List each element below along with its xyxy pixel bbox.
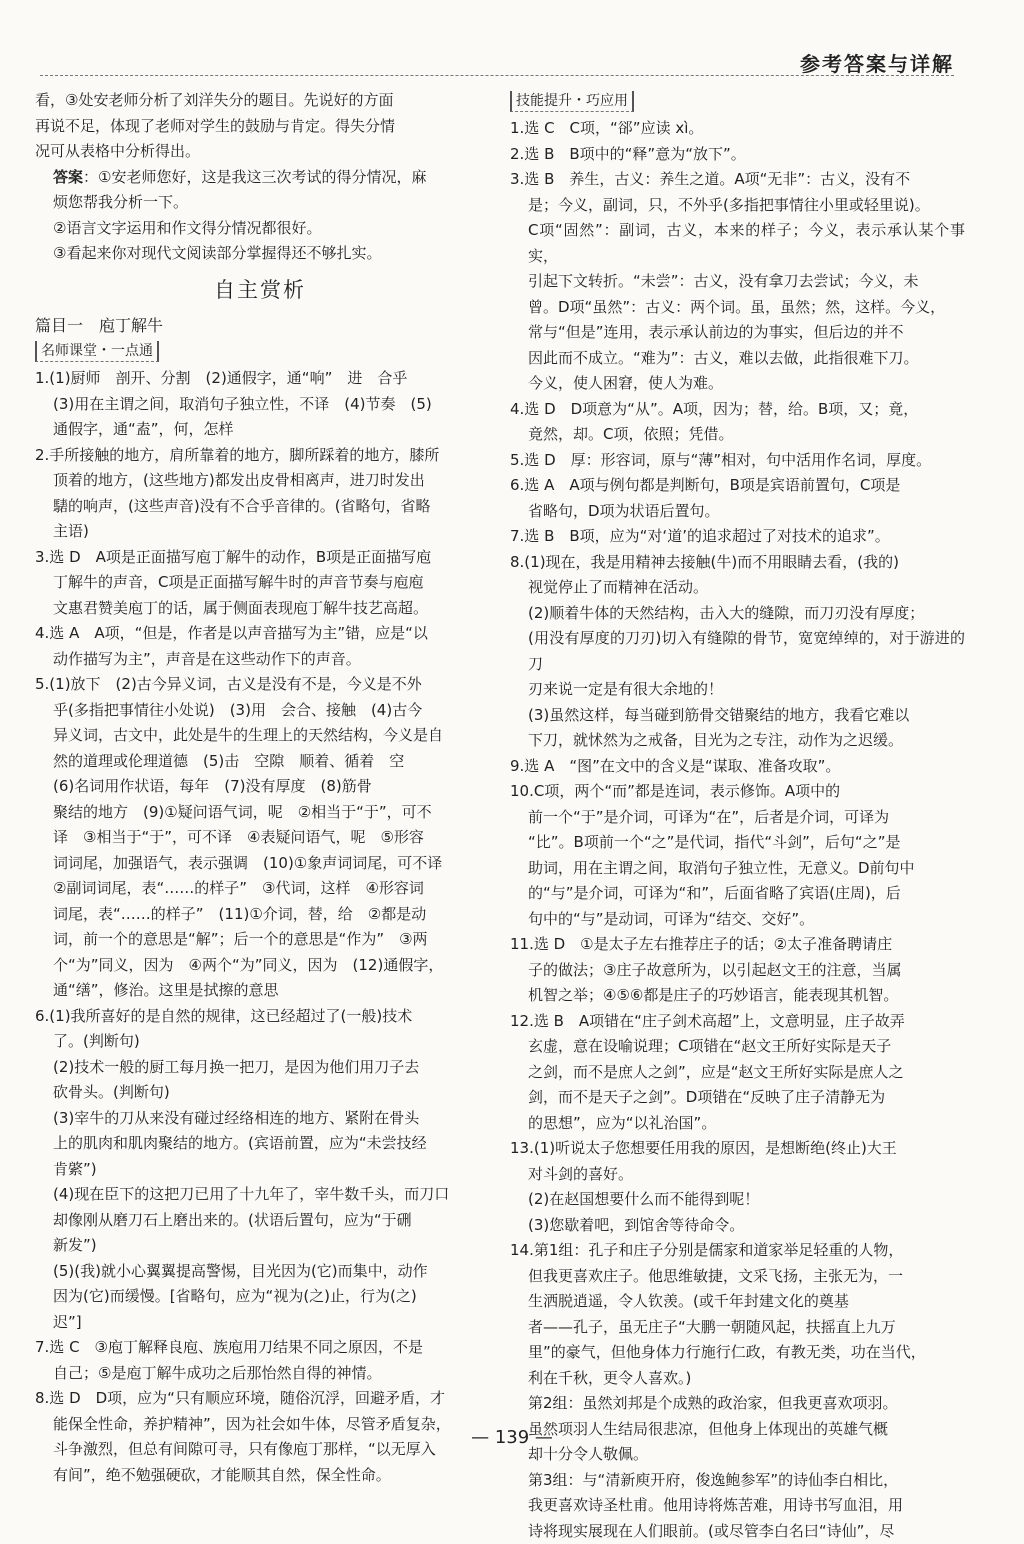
answer-text-line: 但我更喜欢庄子。他思维敏捷，文采飞扬，主张无为，一	[510, 1264, 965, 1290]
answer-block	[35, 165, 485, 267]
answer-text-line: 虽然项羽人生结局很悲凉，但他身上体现出的英雄气概	[510, 1417, 965, 1443]
answer-text-line: 者——孔子，虽无庄子“大鹏一朝随风起，扶摇直上九万	[510, 1315, 965, 1341]
answer-text-line: 曾。D项“虽然”：古义：两个词。虽，虽然；然，这样。今义，	[510, 295, 965, 321]
answer-text-line: 8.(1)现在，我是用精神去接触(牛)而不用眼睛去看，(我的)	[510, 550, 965, 576]
intro-line: 看，③处安老师分析了刘洋失分的题目。先说好的方面	[35, 88, 485, 114]
answer-text-line: 有间”，绝不勉强硬砍，才能顺其自然，保全性命。	[35, 1463, 485, 1489]
answer-text-line: (5)(我)就小心翼翼提高警惕，目光因为(它)而集中，动作	[35, 1259, 485, 1285]
answer-text-line: (2)在赵国想要什么而不能得到呢！	[510, 1187, 965, 1213]
answer-text-line: (6)名词用作状语，每年 (7)没有厚度 (8)筋骨	[35, 774, 485, 800]
answer-text-line: 2.手所接触的地方，肩所靠着的地方，脚所踩着的地方，膝所	[35, 443, 485, 469]
answer-text-line: 剑，而不是天子之剑”。D项错在“反映了庄子清静无为	[510, 1085, 965, 1111]
answer-text-line: 玄虚，意在设喻说理；C项错在“赵文王所好实际是天子	[510, 1034, 965, 1060]
answer-text-line: 常与“但是”连用，表示承认前边的为事实，但后边的并不	[510, 320, 965, 346]
answer-text-line: 迟”]	[35, 1310, 485, 1336]
answer-text-line: 7.选 B B项，应为“对‘道’的追求超过了对技术的追求”。	[510, 524, 965, 550]
answer-label: 答案	[53, 168, 83, 186]
answer-line: 答案：①安老师您好，这是我这三次考试的得分情况，麻	[35, 165, 485, 191]
answer-text-line: 之剑，而不是庶人之剑”，应是“赵文王所好实际是庶人之	[510, 1060, 965, 1086]
answer-text-line: 自己；⑤是庖丁解牛成功之后那怡然自得的神情。	[35, 1361, 485, 1387]
answer-text-line: 句中的“与”是动词，可译为“结交、交好”。	[510, 907, 965, 933]
answer-text-line: ②副词词尾，表“……的样子” ③代词，这样 ④形容词	[35, 876, 485, 902]
chapter-heading: 篇目一 庖丁解牛	[35, 313, 485, 339]
answer-text-line: 助词，用在主谓之间，取消句子独立性，无意义。D前句中	[510, 856, 965, 882]
right-column	[510, 88, 965, 1544]
answer-text-line: 8.选 D D项，应为“只有顺应环境，随俗沉浮，回避矛盾，才	[35, 1386, 485, 1412]
answer-text-line: 词词尾，加强语气，表示强调 (10)①象声词词尾，可不译	[35, 851, 485, 877]
answer-text-line: 引起下文转折。“未尝”：古义，没有拿刀去尝试；今义，未	[510, 269, 965, 295]
answer-text-line: 词，前一个的意思是“解”；后一个的意思是“作为” ③两	[35, 927, 485, 953]
answer-text-line: 今义，使人困窘，使人为难。	[510, 371, 965, 397]
answer-text-line: 译 ③相当于“于”，可不译 ④表疑问语气，呢 ⑤形容	[35, 825, 485, 851]
answer-text-line: 利在千秋，更令人喜欢。)	[510, 1366, 965, 1392]
page-header-title: 参考答案与详解	[800, 48, 954, 77]
answer-text-line: 5.选 D 厚：形容词，原与“薄”相对，句中活用作名词，厚度。	[510, 448, 965, 474]
answer-text-line: 3.选 D A项是正面描写庖丁解牛的动作，B项是正面描写庖	[35, 545, 485, 571]
answer-text-line: 生洒脱逍遥，令人钦羡。(或千年封建文化的奠基	[510, 1289, 965, 1315]
answer-text-line: 对斗剑的喜好。	[510, 1162, 965, 1188]
answer-text-line: 6.选 A A项与例句都是判断句，B项是宾语前置句，C项是	[510, 473, 965, 499]
answer-text-line: 顶着的地方，(这些地方)都发出皮骨相离声，进刀时发出	[35, 468, 485, 494]
intro-line: 再说不足，体现了老师对学生的鼓励与肯定。得失分情	[35, 114, 485, 140]
answer-text-line: 因此而不成立。“难为”：古义，难以去做，此指很难下刀。	[510, 346, 965, 372]
answer-text-line: 9.选 A “图”在文中的含义是“谋取、准备攻取”。	[510, 754, 965, 780]
answer-text-line: 能保全性命，养护精神”，因为社会如牛体，尽管矛盾复杂，	[35, 1412, 485, 1438]
answer-text-line: 刃来说一定是有很大余地的！	[510, 677, 965, 703]
answer-text-line: 1.选 C C项，“郤”应读 xì。	[510, 116, 965, 142]
answer-text-line: 4.选 D D项意为“从”。A项，因为；替，给。B项，又；竟，	[510, 397, 965, 423]
answer-text-line: 砍骨头。(判断句)	[35, 1080, 485, 1106]
answer-text-line: 聚结的地方 (9)①疑问语气词，呢 ②相当于“于”，可不	[35, 800, 485, 826]
section-title: 自主赏析	[35, 275, 485, 305]
header-divider	[40, 75, 954, 76]
answer-text-line: 第2组：虽然刘邦是个成熟的政治家，但我更喜欢项羽。	[510, 1391, 965, 1417]
answer-text-line: 是；今义，副词，只，不外乎(多指把事情往小里或轻里说)。	[510, 193, 965, 219]
answer-text-line: 斗争激烈，但总有间隙可寻，只有像庖丁那样，“以无厚入	[35, 1437, 485, 1463]
answer-text-line: 的思想”，应为“以礼治国”。	[510, 1111, 965, 1137]
answer-text-line: 11.选 D ①是太子左右推荐庄子的话；②太子准备聘请庄	[510, 932, 965, 958]
answer-text-line: C项“固然”：副词，古义，本来的样子；今义，表示承认某个事实，	[510, 218, 965, 269]
answer-text-line: 12.选 B A项错在“庄子剑术高超”上，文意明显，庄子故弄	[510, 1009, 965, 1035]
answer-line: ③看起来你对现代文阅读部分掌握得还不够扎实。	[35, 241, 485, 267]
answer-text-line: 4.选 A A项，“但是，作者是以声音描写为主”错，应是“以	[35, 621, 485, 647]
answer-text-line: 却十分令人敬佩。	[510, 1442, 965, 1468]
answer-text-line: 前一个“于”是介词，可译为“在”，后者是介词，可译为	[510, 805, 965, 831]
answer-text-line: 新发”)	[35, 1233, 485, 1259]
answer-text-line: (2)顺着牛体的天然结构，击入大的缝隙，而刀刃没有厚度；	[510, 601, 965, 627]
intro-line: 况可从表格中分析得出。	[35, 139, 485, 165]
answer-text-line: 第3组：与“清新庾开府，俊逸鲍参军”的诗仙李白相比，	[510, 1468, 965, 1494]
answer-line: ②语言文字运用和作文得分情况都很好。	[35, 216, 485, 242]
answer-text-line: 丁解牛的声音，C项是正面描写解牛时的声音节奏与庖庖	[35, 570, 485, 596]
answer-text-line: 却像刚从磨刀石上磨出来的。(状语后置句，应为“于硎	[35, 1208, 485, 1234]
left-column	[35, 88, 485, 1488]
answer-text-line: “比”。B项前一个“之”是代词，指代“斗剑”，后句“之”是	[510, 830, 965, 856]
right-answer-list	[510, 116, 965, 1544]
answer-text-line: (3)宰牛的刀从来没有碰过经络相连的地方、紧附在骨头	[35, 1106, 485, 1132]
answer-text-line: 省略句，D项为状语后置句。	[510, 499, 965, 525]
answer-text-line: 的“与”是介词，可译为“和”，后面省略了宾语(庄周)，后	[510, 881, 965, 907]
page-number: — 139 —	[0, 1427, 1024, 1448]
answer-text-line: (3)用在主谓之间，取消句子独立性，不译 (4)节奏 (5)	[35, 392, 485, 418]
answer-text-line: (用没有厚度的刀刃)切入有缝隙的骨节，宽宽绰绰的，对于游进的刀	[510, 626, 965, 677]
answer-text-line: 10.C项，两个“而”都是连词，表示修饰。A项中的	[510, 779, 965, 805]
answer-text-line: (3)您歇着吧，到馆舍等待命令。	[510, 1213, 965, 1239]
answer-text-line: 下刀，就怵然为之戒备，目光为之专注，动作为之迟缓。	[510, 728, 965, 754]
answer-text-line: 因为(它)而缓慢。[省略句，应为“视为(之)止，行为(之)	[35, 1284, 485, 1310]
answer-text-line: 视觉停止了而精神在活动。	[510, 575, 965, 601]
answer-text-line: 竟然，却。C项，依照；凭借。	[510, 422, 965, 448]
answer-text-line: (3)虽然这样，每当碰到筋骨交错聚结的地方，我看它难以	[510, 703, 965, 729]
answer-text-line: 騞的响声，(这些声音)没有不合乎音律的。(省略句，省略	[35, 494, 485, 520]
answer-text-line: 14.第1组：孔子和庄子分别是儒家和道家举足轻重的人物，	[510, 1238, 965, 1264]
answer-text-line: 肯綮”)	[35, 1157, 485, 1183]
left-answer-list	[35, 366, 485, 1488]
answer-text-line: 3.选 B 养生，古义：养生之道。A项“无非”：古义，没有不	[510, 167, 965, 193]
answer-text-line: 我更喜欢诗圣杜甫。他用诗将炼苦难，用诗书写血泪，用	[510, 1493, 965, 1519]
answer-text-line: 里”的豪气，但他身体力行施行仁政，有教无类，功在当代，	[510, 1340, 965, 1366]
answer-text-line: 乎(多指把事情往小处说) (3)用 会合、接触 (4)古今	[35, 698, 485, 724]
answer-text-line: 7.选 C ③庖丁解释良庖、族庖用刀结果不同之原因，不是	[35, 1335, 485, 1361]
answer-line: 烦您帮我分析一下。	[35, 190, 485, 216]
answer-text-line: 了。(判断句)	[35, 1029, 485, 1055]
answer-text-line: 子的做法；③庄子故意所为，以引起赵文王的注意，当属	[510, 958, 965, 984]
answer-text-line: 然的道理或伦理道德 (5)击 空隙 顺着、循着 空	[35, 749, 485, 775]
answer-text-line: 词尾，表“……的样子” (11)①介词，替，给 ②都是动	[35, 902, 485, 928]
answer-text-line: 2.选 B B项中的“释”意为“放下”。	[510, 142, 965, 168]
answer-text-line: 13.(1)听说太子您想要任用我的原因，是想断绝(终止)大王	[510, 1136, 965, 1162]
answer-text-line: 动作描写为主”，声音是在这些动作下的声音。	[35, 647, 485, 673]
answer-text-line: 1.(1)厨师 剖开、分割 (2)通假字，通“响” 进 合乎	[35, 366, 485, 392]
answer-text-line: 5.(1)放下 (2)古今异义词，古义是没有不是，今义是不外	[35, 672, 485, 698]
answer-text-line: (2)技术一般的厨工每月换一把刀，是因为他们用刀子去	[35, 1055, 485, 1081]
answer-text-line: 主语)	[35, 519, 485, 545]
answer-text-line: 上的肌肉和肌肉聚结的地方。(宾语前置，应为“未尝技经	[35, 1131, 485, 1157]
answer-text-line: 通假字，通“盍”，何，怎样	[35, 417, 485, 443]
answer-text-line: 通“缮”，修治。这里是拭擦的意思	[35, 978, 485, 1004]
section-tag: 技能提升・巧应用	[510, 91, 634, 112]
answer-text-line: 诗将现实展现在人们眼前。(或尽管李白名曰“诗仙”，尽	[510, 1519, 965, 1544]
answer-text-line: (4)现在臣下的这把刀已用了十九年了，宰牛数千头，而刀口	[35, 1182, 485, 1208]
answer-text-line: 6.(1)我所喜好的是自然的规律，这已经超过了(一般)技术	[35, 1004, 485, 1030]
section-tag: 名师课堂・一点通	[35, 341, 159, 362]
answer-text-line: 异义词，古文中，此处是牛的生理上的天然结构，今义是自	[35, 723, 485, 749]
answer-text-line: 个“为”同义，因为 ④两个“为”同义，因为 (12)通假字，	[35, 953, 485, 979]
answer-text-line: 文惠君赞美庖丁的话，属于侧面表现庖丁解牛技艺高超。	[35, 596, 485, 622]
answer-text-line: 机智之举；④⑤⑥都是庄子的巧妙语言，能表现其机智。	[510, 983, 965, 1009]
intro-paragraph	[35, 88, 485, 165]
